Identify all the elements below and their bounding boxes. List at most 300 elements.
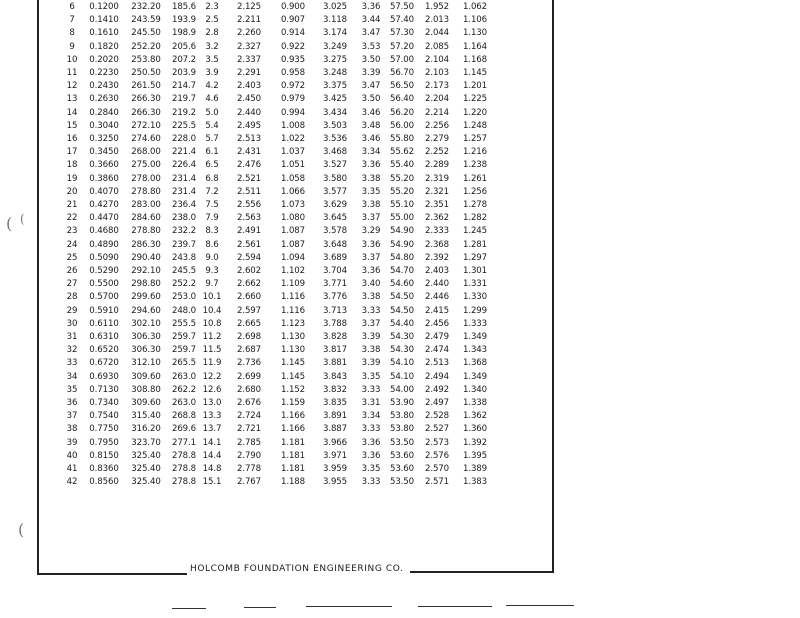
table-cell-col-h: 3.50 <box>361 54 381 65</box>
table-cell-col-g: 3.025 <box>322 2 348 12</box>
bottom-scan-rule <box>418 606 492 607</box>
table-cell-col-f: 1.080 <box>280 213 306 224</box>
table-cell-col-c: 265.5 <box>171 358 197 369</box>
table-cell-point-number: 30 <box>66 318 78 329</box>
table-cell-col-f: 1.051 <box>280 160 306 171</box>
table-cell-col-i: 54.10 <box>389 358 415 369</box>
table-cell-col-k: 1.216 <box>462 147 488 158</box>
table-cell-col-e: 2.403 <box>236 81 262 92</box>
table-cell-col-c: 239.7 <box>171 239 197 250</box>
table-cell-point-number: 26 <box>66 266 78 276</box>
table-cell-col-i: 57.00 <box>389 54 415 65</box>
table-cell-col-h: 3.29 <box>361 226 381 237</box>
footer-rule-right <box>410 571 554 573</box>
table-cell-col-g: 3.788 <box>322 318 348 329</box>
table-cell-col-h: 3.46 <box>361 107 381 118</box>
table-cell-col-a: 0.2840 <box>89 107 119 118</box>
table-cell-col-f: 1.145 <box>280 358 306 369</box>
table-cell-col-e: 2.125 <box>236 2 262 12</box>
table-cell-col-i: 53.80 <box>389 424 415 435</box>
table-cell-col-a: 0.5700 <box>89 292 119 303</box>
table-cell-col-f: 0.907 <box>280 15 306 26</box>
table-cell-col-f: 1.087 <box>280 239 306 250</box>
table-cell-col-c: 253.0 <box>171 292 197 303</box>
table-row <box>0 463 560 475</box>
table-cell-col-c: 243.8 <box>171 252 197 263</box>
table-cell-col-e: 2.491 <box>236 226 262 237</box>
table-cell-col-d: 10.4 <box>202 305 222 316</box>
table-cell-col-f: 1.130 <box>280 345 306 356</box>
table-cell-col-b: 278.00 <box>131 173 161 184</box>
table-row <box>0 159 560 171</box>
table-cell-col-j: 2.333 <box>424 226 450 237</box>
table-cell-col-e: 2.440 <box>236 107 262 118</box>
table-cell-point-number: 23 <box>66 226 78 237</box>
table-cell-col-e: 2.699 <box>236 371 262 382</box>
table-cell-col-g: 3.536 <box>322 134 348 144</box>
table-cell-col-e: 2.556 <box>236 200 262 210</box>
table-cell-col-g: 3.375 <box>322 81 348 92</box>
table-cell-col-i: 57.30 <box>389 28 415 39</box>
table-cell-col-h: 3.48 <box>361 120 381 131</box>
table-cell-col-e: 2.785 <box>236 437 262 448</box>
table-cell-col-i: 54.10 <box>389 371 415 382</box>
table-cell-point-number: 24 <box>66 239 78 250</box>
table-cell-col-i: 56.20 <box>389 107 415 118</box>
table-cell-col-k: 1.330 <box>462 292 488 303</box>
table-cell-col-f: 1.094 <box>280 252 306 263</box>
table-cell-col-i: 55.00 <box>389 213 415 224</box>
table-cell-col-k: 1.392 <box>462 437 488 448</box>
table-cell-col-h: 3.38 <box>361 200 381 210</box>
table-cell-col-c: 255.5 <box>171 318 197 329</box>
table-cell-col-e: 2.698 <box>236 332 262 342</box>
table-cell-col-c: 262.2 <box>171 384 197 395</box>
table-row <box>0 67 560 79</box>
table-cell-col-j: 2.279 <box>424 134 450 144</box>
table-row <box>0 397 560 409</box>
table-cell-col-c: 236.4 <box>171 200 197 210</box>
table-cell-point-number: 35 <box>66 384 78 395</box>
table-cell-col-b: 306.30 <box>131 332 161 342</box>
table-cell-col-i: 53.60 <box>389 450 415 461</box>
table-cell-col-c: 207.2 <box>171 54 197 65</box>
table-row <box>0 14 560 26</box>
table-cell-col-k: 1.299 <box>462 305 488 316</box>
table-cell-col-g: 3.776 <box>322 292 348 303</box>
table-cell-col-h: 3.37 <box>361 213 381 224</box>
table-cell-col-a: 0.3250 <box>89 134 119 144</box>
table-cell-col-f: 1.037 <box>280 147 306 158</box>
table-cell-col-e: 2.521 <box>236 173 262 184</box>
table-cell-col-i: 54.90 <box>389 239 415 250</box>
table-cell-col-e: 2.495 <box>236 120 262 131</box>
table-cell-point-number: 38 <box>66 424 78 435</box>
table-cell-col-d: 2.5 <box>205 15 219 26</box>
table-cell-col-c: 278.8 <box>171 477 197 488</box>
table-cell-col-j: 2.214 <box>424 107 450 118</box>
table-cell-col-f: 0.935 <box>280 54 306 65</box>
table-cell-point-number: 33 <box>66 358 78 369</box>
table-cell-col-b: 261.50 <box>131 81 161 92</box>
table-cell-col-b: 312.10 <box>131 358 161 369</box>
binder-hole-mark: ( <box>6 214 13 233</box>
table-cell-col-j: 2.104 <box>424 54 450 65</box>
table-cell-col-e: 2.676 <box>236 398 262 408</box>
table-cell-col-f: 1.181 <box>280 450 306 461</box>
table-cell-col-h: 3.33 <box>361 384 381 395</box>
table-cell-col-b: 316.20 <box>131 424 161 435</box>
table-cell-col-h: 3.37 <box>361 252 381 263</box>
table-cell-col-i: 57.20 <box>389 41 415 52</box>
table-cell-col-a: 0.4680 <box>89 226 119 237</box>
table-cell-col-f: 1.152 <box>280 384 306 395</box>
table-cell-col-f: 1.145 <box>280 371 306 382</box>
table-row <box>0 331 560 343</box>
table-cell-point-number: 9 <box>69 41 75 52</box>
table-cell-col-a: 0.7540 <box>89 411 119 422</box>
table-cell-col-c: 245.5 <box>171 266 197 276</box>
table-cell-col-g: 3.118 <box>322 15 348 26</box>
table-cell-col-g: 3.835 <box>322 398 348 408</box>
table-cell-col-f: 1.181 <box>280 437 306 448</box>
table-cell-col-i: 54.00 <box>389 384 415 395</box>
table-cell-col-d: 6.1 <box>205 147 219 158</box>
table-cell-col-c: 219.7 <box>171 94 197 105</box>
table-cell-point-number: 32 <box>66 345 78 356</box>
table-cell-col-c: 252.2 <box>171 279 197 290</box>
table-cell-col-d: 5.0 <box>205 107 219 118</box>
table-cell-col-b: 278.80 <box>131 226 161 237</box>
table-cell-col-b: 294.60 <box>131 305 161 316</box>
table-row <box>0 344 560 356</box>
table-cell-point-number: 25 <box>66 252 78 263</box>
table-cell-col-b: 272.10 <box>131 120 161 131</box>
table-cell-col-d: 8.3 <box>205 226 219 237</box>
table-cell-col-a: 0.1410 <box>89 15 119 26</box>
table-cell-col-g: 3.828 <box>322 332 348 342</box>
table-cell-col-e: 2.602 <box>236 266 262 276</box>
table-row <box>0 41 560 53</box>
table-cell-col-e: 2.778 <box>236 464 262 474</box>
table-cell-col-k: 1.343 <box>462 345 488 356</box>
table-cell-point-number: 15 <box>66 120 78 131</box>
table-cell-col-b: 252.20 <box>131 41 161 52</box>
table-cell-col-b: 302.10 <box>131 318 161 329</box>
table-row <box>0 173 560 185</box>
table-cell-col-e: 2.662 <box>236 279 262 290</box>
table-cell-point-number: 29 <box>66 305 78 316</box>
table-cell-col-g: 3.771 <box>322 279 348 290</box>
table-cell-col-k: 1.368 <box>462 358 488 369</box>
table-cell-col-i: 55.80 <box>389 134 415 144</box>
table-cell-col-k: 1.301 <box>462 266 488 276</box>
table-cell-col-b: 266.30 <box>131 107 161 118</box>
table-cell-col-d: 7.5 <box>205 200 219 210</box>
table-cell-col-a: 0.1610 <box>89 28 119 39</box>
table-cell-col-g: 3.629 <box>322 200 348 210</box>
table-cell-col-j: 2.570 <box>424 464 450 474</box>
bottom-scan-rule <box>306 606 392 607</box>
table-cell-point-number: 41 <box>66 464 78 474</box>
table-cell-col-i: 54.90 <box>389 226 415 237</box>
table-cell-col-j: 2.415 <box>424 305 450 316</box>
table-cell-col-j: 2.368 <box>424 239 450 250</box>
table-cell-col-f: 0.958 <box>280 68 306 78</box>
table-cell-col-a: 0.3450 <box>89 147 119 158</box>
table-cell-point-number: 13 <box>66 94 78 105</box>
table-cell-col-e: 2.337 <box>236 54 262 65</box>
table-cell-col-f: 1.008 <box>280 120 306 131</box>
table-cell-col-b: 325.40 <box>131 450 161 461</box>
table-cell-col-d: 5.7 <box>205 134 219 144</box>
table-cell-col-g: 3.503 <box>322 120 348 131</box>
table-cell-col-g: 3.881 <box>322 358 348 369</box>
table-cell-col-f: 1.116 <box>280 305 306 316</box>
table-cell-col-i: 54.30 <box>389 345 415 356</box>
table-cell-col-j: 2.013 <box>424 15 450 26</box>
table-cell-col-h: 3.36 <box>361 437 381 448</box>
table-cell-col-c: 278.8 <box>171 450 197 461</box>
table-cell-col-k: 1.225 <box>462 94 488 105</box>
table-cell-col-i: 54.60 <box>389 279 415 290</box>
table-cell-col-g: 3.959 <box>322 464 348 474</box>
table-cell-col-e: 2.561 <box>236 239 262 250</box>
table-row <box>0 318 560 330</box>
table-cell-col-a: 0.6720 <box>89 358 119 369</box>
table-cell-point-number: 16 <box>66 134 78 144</box>
table-cell-col-k: 1.145 <box>462 68 488 78</box>
table-row <box>0 239 560 251</box>
table-cell-col-f: 1.116 <box>280 292 306 303</box>
table-cell-col-e: 2.594 <box>236 252 262 263</box>
table-row <box>0 476 560 488</box>
table-cell-col-d: 13.7 <box>202 424 222 435</box>
table-cell-col-j: 2.492 <box>424 384 450 395</box>
table-cell-point-number: 7 <box>69 15 75 26</box>
table-cell-col-h: 3.38 <box>361 292 381 303</box>
table-cell-col-a: 0.4470 <box>89 213 119 224</box>
table-cell-col-c: 259.7 <box>171 345 197 356</box>
table-cell-col-h: 3.46 <box>361 134 381 144</box>
table-cell-col-k: 1.168 <box>462 54 488 65</box>
table-row <box>0 186 560 198</box>
table-cell-col-e: 2.327 <box>236 41 262 52</box>
table-row <box>0 278 560 290</box>
table-cell-col-e: 2.680 <box>236 384 262 395</box>
table-cell-col-g: 3.275 <box>322 54 348 65</box>
table-cell-col-g: 3.843 <box>322 371 348 382</box>
bottom-scan-rule <box>172 608 206 609</box>
table-cell-col-j: 1.952 <box>424 2 450 12</box>
table-cell-col-g: 3.578 <box>322 226 348 237</box>
table-cell-col-k: 1.297 <box>462 252 488 263</box>
table-cell-col-e: 2.513 <box>236 134 262 144</box>
table-cell-col-f: 0.972 <box>280 81 306 92</box>
table-cell-col-d: 15.1 <box>202 477 222 488</box>
table-cell-col-h: 3.40 <box>361 279 381 290</box>
table-cell-col-h: 3.38 <box>361 345 381 356</box>
table-cell-col-d: 6.8 <box>205 173 219 184</box>
table-cell-point-number: 42 <box>66 477 78 488</box>
table-cell-col-i: 54.70 <box>389 266 415 276</box>
table-cell-point-number: 31 <box>66 332 78 342</box>
table-cell-col-e: 2.660 <box>236 292 262 303</box>
table-cell-col-j: 2.085 <box>424 41 450 52</box>
table-cell-col-e: 2.260 <box>236 28 262 39</box>
table-row <box>0 384 560 396</box>
table-cell-col-g: 3.971 <box>322 450 348 461</box>
table-cell-col-c: 203.9 <box>171 68 197 78</box>
table-cell-col-f: 1.166 <box>280 411 306 422</box>
table-cell-col-b: 268.00 <box>131 147 161 158</box>
table-cell-col-h: 3.35 <box>361 186 381 197</box>
table-cell-col-d: 7.2 <box>205 186 219 197</box>
table-row <box>0 1 560 13</box>
table-row <box>0 212 560 224</box>
table-cell-col-i: 56.70 <box>389 68 415 78</box>
table-cell-col-d: 10.8 <box>202 318 222 329</box>
table-cell-col-e: 2.724 <box>236 411 262 422</box>
table-cell-col-c: 226.4 <box>171 160 197 171</box>
table-cell-col-b: 306.30 <box>131 345 161 356</box>
table-cell-col-i: 54.50 <box>389 292 415 303</box>
table-cell-col-c: 205.6 <box>171 41 197 52</box>
table-cell-col-a: 0.2230 <box>89 68 119 78</box>
table-cell-col-j: 2.044 <box>424 28 450 39</box>
table-cell-col-j: 2.528 <box>424 411 450 422</box>
table-cell-col-f: 1.102 <box>280 266 306 276</box>
table-cell-col-a: 0.1820 <box>89 41 119 52</box>
table-cell-col-g: 3.527 <box>322 160 348 171</box>
table-cell-col-g: 3.887 <box>322 424 348 435</box>
binder-hole-mark: ( <box>20 212 25 226</box>
table-cell-col-a: 0.7750 <box>89 424 119 435</box>
table-cell-point-number: 28 <box>66 292 78 303</box>
table-cell-col-a: 0.5090 <box>89 252 119 263</box>
table-cell-col-k: 1.333 <box>462 318 488 329</box>
table-cell-col-k: 1.164 <box>462 41 488 52</box>
table-cell-col-j: 2.497 <box>424 398 450 408</box>
table-row <box>0 133 560 145</box>
table-cell-col-h: 3.36 <box>361 2 381 12</box>
table-cell-col-k: 1.201 <box>462 81 488 92</box>
table-cell-col-j: 2.351 <box>424 200 450 210</box>
table-cell-col-k: 1.349 <box>462 332 488 342</box>
table-cell-col-i: 55.40 <box>389 160 415 171</box>
table-cell-col-h: 3.34 <box>361 147 381 158</box>
table-row <box>0 305 560 317</box>
table-cell-col-e: 2.736 <box>236 358 262 369</box>
table-cell-col-k: 1.248 <box>462 120 488 131</box>
table-cell-col-d: 10.1 <box>202 292 222 303</box>
table-cell-col-a: 0.6520 <box>89 345 119 356</box>
table-cell-col-k: 1.383 <box>462 477 488 488</box>
table-cell-col-d: 11.2 <box>202 332 222 342</box>
table-cell-col-d: 13.3 <box>202 411 222 422</box>
table-cell-col-f: 0.922 <box>280 41 306 52</box>
table-cell-col-j: 2.403 <box>424 266 450 276</box>
table-cell-col-g: 3.645 <box>322 213 348 224</box>
table-cell-col-a: 0.7340 <box>89 398 119 408</box>
table-cell-col-i: 54.30 <box>389 332 415 342</box>
table-cell-col-h: 3.47 <box>361 28 381 39</box>
table-cell-col-j: 2.173 <box>424 81 450 92</box>
table-cell-col-a: 0.2630 <box>89 94 119 105</box>
table-cell-col-g: 3.248 <box>322 68 348 78</box>
table-cell-col-d: 11.9 <box>202 358 222 369</box>
table-cell-col-f: 1.159 <box>280 398 306 408</box>
table-cell-col-c: 231.4 <box>171 186 197 197</box>
table-row <box>0 291 560 303</box>
table-cell-col-f: 1.130 <box>280 332 306 342</box>
table-cell-col-b: 315.40 <box>131 411 161 422</box>
table-cell-col-i: 53.90 <box>389 398 415 408</box>
table-row <box>0 54 560 66</box>
table-cell-col-j: 2.103 <box>424 68 450 78</box>
table-cell-col-e: 2.511 <box>236 186 262 197</box>
table-row <box>0 357 560 369</box>
table-cell-col-a: 0.3040 <box>89 120 119 131</box>
table-cell-col-c: 277.1 <box>171 437 197 448</box>
table-cell-col-d: 4.6 <box>205 94 219 105</box>
table-cell-col-g: 3.577 <box>322 186 348 197</box>
table-cell-col-g: 3.891 <box>322 411 348 422</box>
table-row <box>0 107 560 119</box>
table-cell-col-k: 1.220 <box>462 107 488 118</box>
table-cell-col-a: 0.8560 <box>89 477 119 488</box>
table-cell-col-h: 3.36 <box>361 160 381 171</box>
table-cell-col-b: 245.50 <box>131 28 161 39</box>
table-cell-col-c: 193.9 <box>171 15 197 26</box>
table-cell-col-b: 278.80 <box>131 186 161 197</box>
table-cell-col-e: 2.665 <box>236 318 262 329</box>
table-cell-col-k: 1.257 <box>462 134 488 144</box>
table-cell-col-i: 57.40 <box>389 15 415 26</box>
table-cell-col-d: 9.0 <box>205 252 219 263</box>
table-cell-point-number: 37 <box>66 411 78 422</box>
table-cell-col-b: 323.70 <box>131 437 161 448</box>
table-row <box>0 410 560 422</box>
table-cell-col-j: 2.513 <box>424 358 450 369</box>
table-cell-col-g: 3.713 <box>322 305 348 316</box>
table-row <box>0 93 560 105</box>
table-cell-point-number: 22 <box>66 213 78 224</box>
table-cell-col-d: 12.6 <box>202 384 222 395</box>
table-row <box>0 120 560 132</box>
table-cell-col-b: 309.60 <box>131 371 161 382</box>
table-cell-col-i: 55.20 <box>389 173 415 184</box>
table-row <box>0 265 560 277</box>
table-cell-col-c: 248.0 <box>171 305 197 316</box>
table-cell-col-e: 2.450 <box>236 94 262 105</box>
table-cell-col-f: 0.979 <box>280 94 306 105</box>
table-cell-col-h: 3.31 <box>361 398 381 408</box>
table-cell-col-c: 263.0 <box>171 371 197 382</box>
table-cell-col-e: 2.476 <box>236 160 262 171</box>
table-cell-col-c: 225.5 <box>171 120 197 131</box>
table-cell-col-c: 228.0 <box>171 134 197 144</box>
table-cell-col-d: 2.8 <box>205 28 219 39</box>
table-row <box>0 146 560 158</box>
binder-hole-mark: ( <box>18 520 25 539</box>
table-cell-col-e: 2.721 <box>236 424 262 435</box>
table-cell-col-j: 2.474 <box>424 345 450 356</box>
table-cell-col-i: 54.50 <box>389 305 415 316</box>
table-cell-col-g: 3.648 <box>322 239 348 250</box>
table-cell-col-h: 3.33 <box>361 305 381 316</box>
table-cell-col-d: 6.5 <box>205 160 219 171</box>
